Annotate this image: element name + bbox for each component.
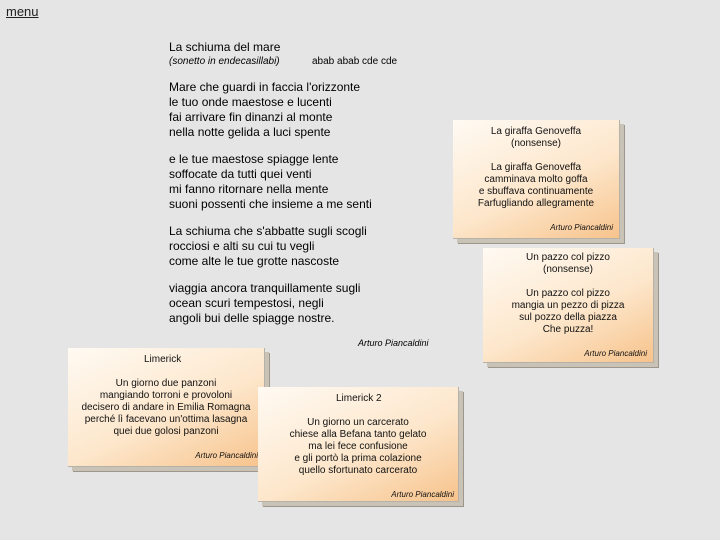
poem-line: mi fanno ritornare nella mente [169,182,329,196]
pazzo-line: Un pazzo col pizzo [526,288,610,299]
poem-author: Arturo Piancaldini [358,338,429,348]
giraffa-title-line: (nonsense) [510,138,562,149]
poem-line: e le tue maestose spiagge lente [169,152,339,166]
pazzo-title-line: Un pazzo col pizzo [526,252,610,263]
pazzo-text [483,288,653,336]
poem-title: La schiuma del mare [169,40,281,54]
giraffa-line: camminava molto goffa [484,174,588,185]
limerick-author: Arturo Piancaldini [195,451,258,460]
limerick-line: mangiando torroni e provoloni [99,390,233,401]
limerick2-line: quello sfortunato carcerato [298,465,418,476]
limerick-line: decisero di andare in Emilia Romagna [81,402,251,413]
stanza-2 [169,152,372,212]
menu-link[interactable]: menu [6,4,39,19]
giraffa-line: La giraffa Genoveffa [490,162,582,173]
stanza-4 [169,281,360,326]
limerick-title: Limerick [144,354,182,365]
poem-line: come alte le tue grotte nascoste [169,254,340,268]
limerick2-line: chiese alla Befana tanto gelato [289,429,427,440]
stanza-1 [169,80,360,140]
limerick-text [68,378,264,438]
limerick-line: perché lì facevano un'ottima lasagna [84,414,248,425]
limerick2-author: Arturo Piancaldini [391,490,454,499]
poem-line: le tuo onde maestose e lucenti [169,95,332,109]
giraffa-box [453,120,620,239]
poem-line: soffocate da tutti quei venti [169,167,312,181]
giraffa-line: Farfugliando allegramente [477,198,595,209]
limerick-line: Un giorno due panzoni [115,378,217,389]
stanza-3 [169,224,367,269]
pazzo-title [483,252,653,276]
poem-line: rocciosi e alti su cui tu vegli [169,239,315,253]
poem-line: La schiuma che s'abbatte sugli scogli [169,224,367,238]
poem-line: ocean scuri tempestosi, negli [169,296,324,310]
limerick2-line: ma lei fece confusione [308,441,408,452]
limerick-box [68,348,265,467]
pazzo-line: sul pozzo della piazza [519,312,617,323]
limerick2-box [258,387,459,502]
giraffa-title-line: La giraffa Genoveffa [490,126,582,137]
pazzo-line: mangia un pezzo di pizza [511,300,625,311]
giraffa-author: Arturo Piancaldini [550,223,613,232]
giraffa-line: e sbuffava continuamente [478,186,594,197]
poem-line: nella notte gelida a luci spente [169,125,331,139]
pazzo-box [483,248,654,363]
poem-line: angoli bui delle spiagge nostre. [169,311,335,325]
giraffa-title [453,126,619,150]
limerick2-line: Un giorno un carcerato [307,417,409,428]
pazzo-author: Arturo Piancaldini [584,349,647,358]
poem-line: viaggia ancora tranquillamente sugli [169,281,361,295]
poem-line: Mare che guardi in faccia l'orizzonte [169,80,361,94]
rhyme-scheme: abab abab cde cde [312,56,398,67]
poem-line: fai arrivare fin dinanzi al monte [169,110,333,124]
limerick2-text [258,417,458,477]
poem-subtitle: (sonetto in endecasillabi) [169,56,280,67]
limerick2-title: Limerick 2 [336,393,382,404]
pazzo-title-line: (nonsense) [542,264,594,275]
limerick2-line: e gli portò la prima colazione [294,453,422,464]
giraffa-text [453,162,619,210]
limerick-line: quei due golosi panzoni [113,426,219,437]
pazzo-line: Che puzza! [542,324,594,335]
poem-line: suoni possenti che insieme a me senti [169,197,372,211]
